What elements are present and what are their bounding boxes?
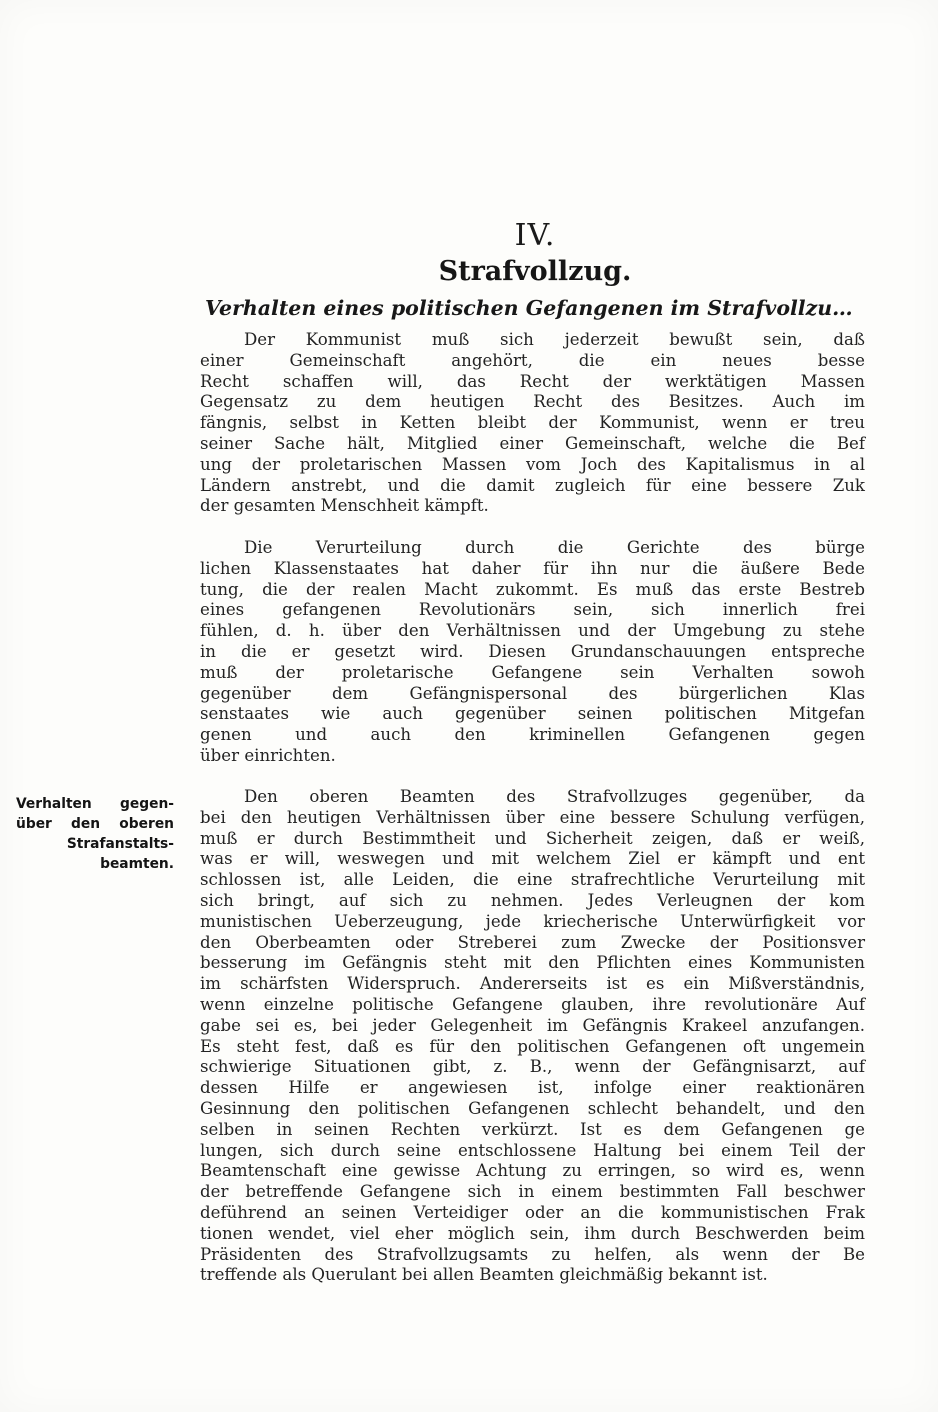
text-line: Der Kommunist muß sich jederzeit bewußt sein, daß	[244, 330, 865, 349]
text-line: sich bringt, auf sich zu nehmen. Jedes Verleugnen der kom	[200, 890, 865, 910]
text-line: der betreffende Gefangene sich in einem bestimmten Fall beschwer	[200, 1182, 865, 1202]
text-line: gabe sei es, bei jeder Gelegenheit im Gefängnis Krakeel anzufangen.	[200, 1015, 865, 1035]
margin-note-line: Verhalten gegen-	[16, 796, 174, 812]
text-line: muß der proletarische Gefangene sein Verhalten sowoh	[200, 662, 865, 682]
margin-note-line: über den oberen	[16, 816, 174, 832]
text-line: seiner Sache hält, Mitglied einer Gemeinschaft, welche die Bef	[200, 433, 865, 453]
text-line: wenn einzelne politische Gefangene glauben, ihre revolutionäre Auf	[200, 994, 865, 1014]
margin-note-line: beamten.	[100, 856, 174, 872]
margin-note	[16, 794, 174, 874]
text-line: tung, die der realen Macht zukommt. Es muß das erste Bestreb	[200, 579, 865, 599]
text-line: Die Verurteilung durch die Gerichte des bürge	[244, 538, 865, 557]
text-line: genen und auch den kriminellen Gefangenen gegen	[200, 725, 865, 745]
text-line: einer Gemeinschaft angehört, die ein neues besse	[200, 350, 865, 370]
text-line: der gesamten Menschheit kämpft.	[200, 496, 489, 516]
text-line: fühlen, d. h. über den Verhältnissen und der Umgebung zu stehe	[200, 621, 865, 641]
text-line: Gesinnung den politischen Gefangenen schlecht behandelt, und den	[200, 1098, 865, 1118]
chapter-number: IV.	[514, 218, 556, 253]
text-line: Es steht fest, daß es für den politischen Gefangenen oft ungemein	[200, 1036, 865, 1056]
text-line: über einrichten.	[200, 745, 336, 765]
text-line: bei den heutigen Verhältnissen über eine bessere Schulung verfügen,	[200, 807, 865, 827]
text-line: schlossen ist, alle Leiden, die eine strafrechtliche Verurteilung mit	[200, 870, 865, 890]
text-line: dessen Hilfe er angewiesen ist, infolge einer reaktionären	[200, 1078, 865, 1098]
text-line: eines gefangenen Revolutionärs sein, sich innerlich frei	[200, 600, 865, 620]
text-line: Ländern anstrebt, und die damit zugleich für eine bessere Zuk	[200, 475, 865, 495]
text-line: gegenüber dem Gefängnispersonal des bürgerlichen Klas	[200, 683, 865, 703]
text-line: Den oberen Beamten des Strafvollzuges gegenüber, da	[244, 787, 865, 806]
paragraph-2	[200, 538, 865, 767]
text-line: Beamtenschaft eine gewisse Achtung zu erringen, so wird es, wenn	[200, 1161, 865, 1181]
text-line: im schärfsten Widerspruch. Andererseits ist es ein Mißverständnis,	[200, 974, 865, 994]
text-line: Präsidenten des Strafvollzugsamts zu helfen, als wenn der Be	[200, 1244, 865, 1264]
text-line: fängnis, selbst in Ketten bleibt der Kommunist, wenn er treu	[200, 413, 865, 433]
text-line: munistischen Ueberzeugung, jede kriecherische Unterwürfigkeit vor	[200, 911, 865, 931]
text-line: treffende als Querulant bei allen Beamten gleichmäßig bekannt ist.	[200, 1265, 768, 1285]
text-line: lichen Klassenstaates hat daher für ihn nur die äußere Bede	[200, 558, 865, 578]
text-line: selben in seinen Rechten verkürzt. Ist es dem Gefangenen ge	[200, 1119, 865, 1139]
text-line: in die er gesetzt wird. Diesen Grundanschauungen entspreche	[200, 641, 865, 661]
paragraph-1	[200, 330, 865, 517]
text-line: tionen wendet, viel eher möglich sein, ihm durch Beschwerden beim	[200, 1223, 865, 1243]
text-line: den Oberbeamten oder Streberei zum Zwecke der Positionsver	[200, 932, 865, 952]
chapter-title: Strafvollzug.	[438, 256, 632, 287]
text-line: lungen, sich durch seine entschlossene Haltung bei einem Teil der	[200, 1140, 865, 1160]
text-line: schwierige Situationen gibt, z. B., wenn der Gefängnisarzt, auf	[200, 1057, 865, 1077]
text-line: ung der proletarischen Massen vom Joch des Kapitalismus in al	[200, 454, 865, 474]
margin-note-line: Strafanstalts-	[66, 836, 174, 852]
text-line: Gegensatz zu dem heutigen Recht des Besitzes. Auch im	[200, 392, 865, 412]
text-line: was er will, weswegen und mit welchem Ziel er kämpft und ent	[200, 849, 865, 869]
text-line: besserung im Gefängnis steht mit den Pflichten eines Kommunisten	[200, 953, 865, 973]
text-line: deführend an seinen Verteidiger oder an die kommunistischen Frak	[200, 1202, 865, 1222]
paragraph-3	[200, 787, 865, 1286]
text-line: senstaates wie auch gegenüber seinen politischen Mitgefan	[200, 704, 865, 724]
text-line: Recht schaffen will, das Recht der werktätigen Massen	[200, 371, 865, 391]
text-line: muß er durch Bestimmtheit und Sicherheit zeigen, daß er weiß,	[200, 828, 865, 848]
section-title: Verhalten eines politischen Gefangenen im Strafvollzu…	[205, 296, 853, 320]
